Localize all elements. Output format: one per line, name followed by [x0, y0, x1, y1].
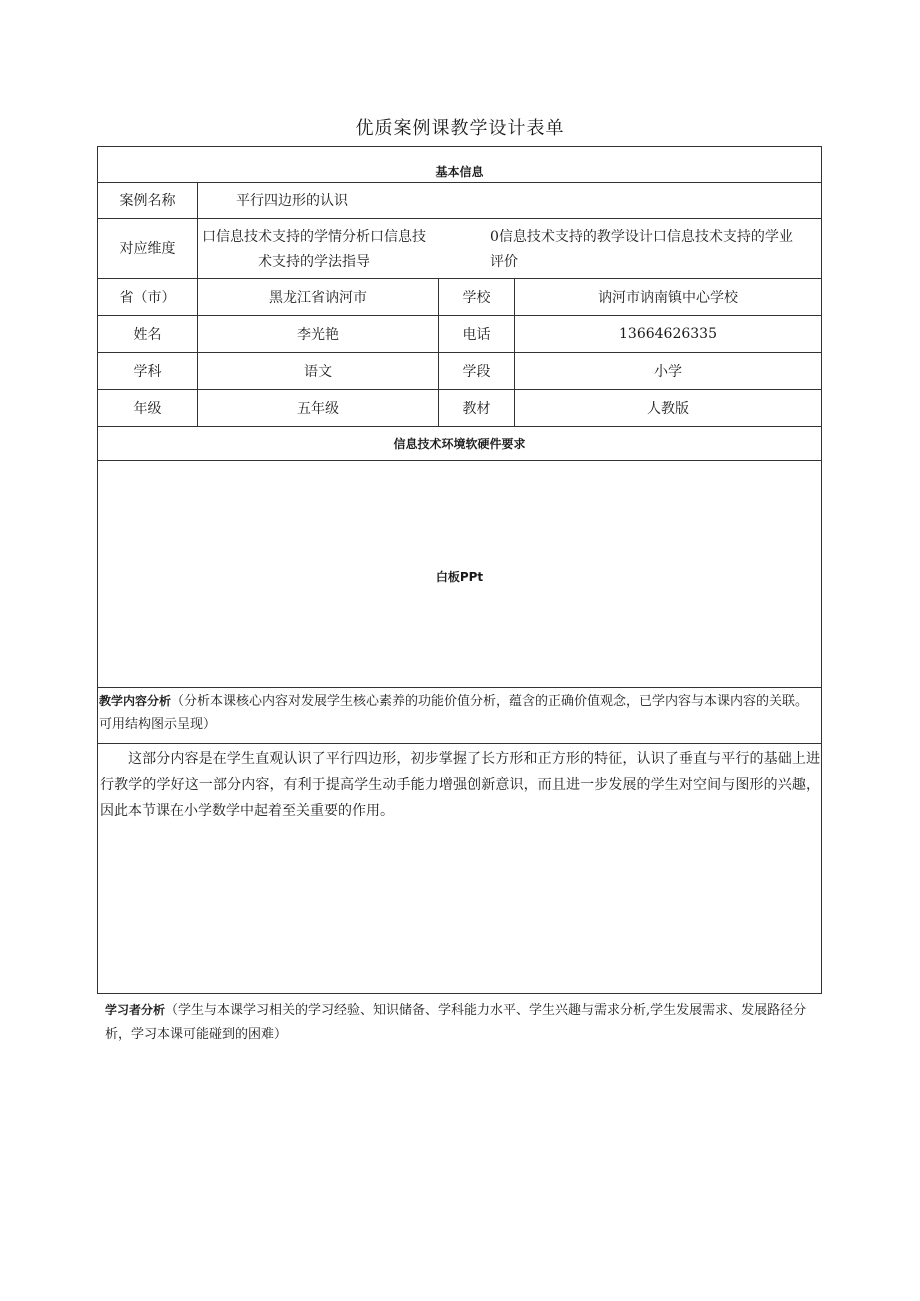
environment-content: 白板PPt: [435, 569, 484, 584]
subject-label: 学科: [133, 363, 162, 380]
section-title-environment: 信息技术环境软硬件要求: [393, 436, 526, 451]
content-analysis-body: 这部分内容是在学生直观认识了平行四边形，初步掌握了长方形和正方形的特征，认识了垂直与平行的基础上进行教学的学好这一部分内容，有利于提高学生动手能力增强创新意识，而且进一步发展的学生对空间与图形的兴趣，因此本节课在小学数学中起着至关重要的作用。: [100, 751, 820, 819]
dimension-options-right: [490, 225, 820, 275]
grade-value: 五年级: [297, 400, 339, 417]
case-name-label: 案例名称: [119, 193, 176, 209]
content-analysis-heading: [99, 690, 819, 736]
province-value: 黑龙江省讷河市: [269, 289, 367, 306]
dimension-option-line: 术支持的学法指导: [258, 254, 370, 270]
dimension-label: 对应维度: [119, 241, 176, 257]
lesson-design-form: [97, 146, 822, 994]
learner-analysis-heading: [105, 998, 825, 1047]
textbook-label: 教材: [462, 400, 491, 417]
content-analysis-label: 教学内容分析: [99, 694, 172, 708]
school-value: 讷河市讷南镇中心学校: [598, 289, 738, 306]
subject-value: 语文: [304, 363, 332, 380]
dimension-option-line: 评价: [490, 254, 518, 270]
dimension-options-left: [202, 225, 482, 275]
divider: [98, 687, 821, 688]
phone-value: 13664626335: [619, 325, 717, 342]
phone-label: 电话: [462, 326, 491, 343]
textbook-value: 人教版: [647, 400, 689, 417]
learner-analysis-instruction: （学生与本课学习相关的学习经验、知识储备、学科能力水平、学生兴趣与需求分析,学生发展需求、发展路径分析，学习本课可能碰到的困难）: [105, 1003, 807, 1042]
learner-analysis-label: 学习者分析: [105, 1003, 166, 1017]
name-label: 姓名: [133, 326, 162, 343]
dimension-option-line: 口信息技术支持的学情分析口信息技: [202, 229, 426, 245]
page-title: 优质案例课教学设计表单: [355, 118, 565, 139]
dimension-option-line: 0信息技术支持的教学设计口信息技术支持的学业: [490, 229, 793, 245]
name-value: 李光艳: [297, 326, 339, 343]
case-name-value: 平行四边形的认识: [236, 193, 348, 209]
divider: [98, 743, 821, 744]
section-title-basic-info: 基本信息: [435, 165, 484, 179]
divider: [98, 218, 821, 219]
stage-value: 小学: [654, 363, 682, 380]
grade-label: 年级: [133, 400, 162, 417]
stage-label: 学段: [462, 363, 491, 380]
content-analysis-instruction: （分析本课核心内容对发展学生核心素养的功能价值分析，蕴含的正确价值观念，已学内容与本课内容的关联。可用结构图示呈现）: [99, 694, 809, 732]
province-label: 省（市）: [119, 289, 176, 306]
divider: [98, 460, 821, 461]
school-label: 学校: [462, 289, 491, 306]
